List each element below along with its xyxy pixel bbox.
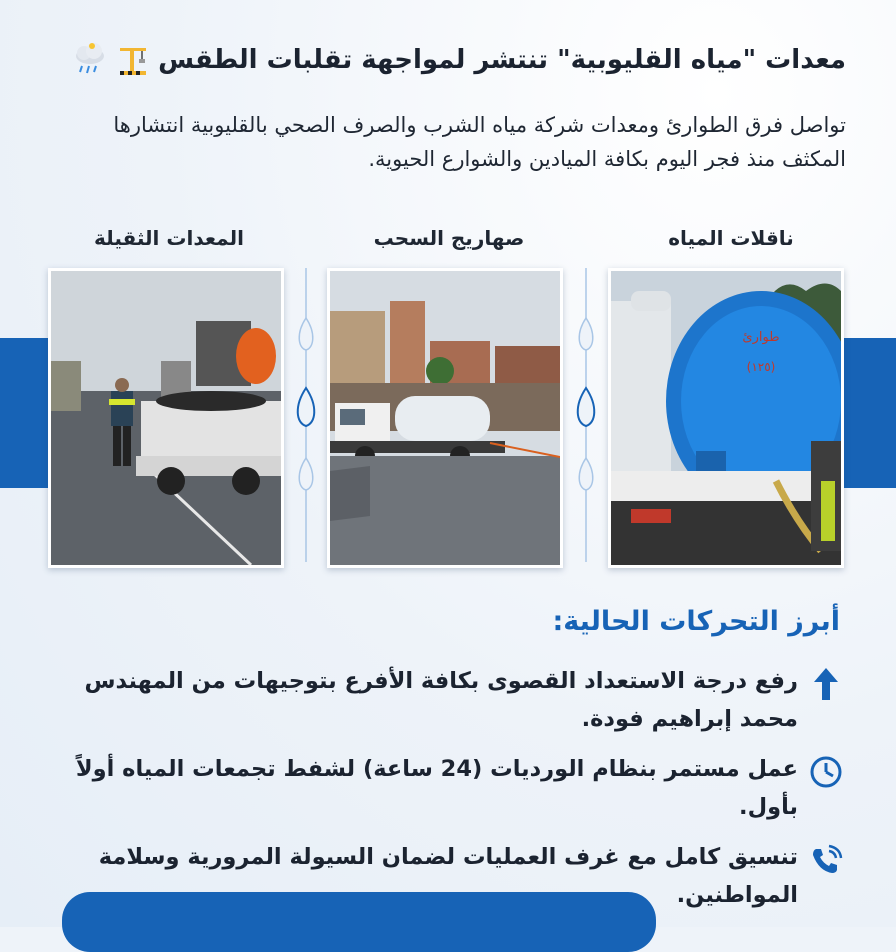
page-title: معدات "مياه القليوبية" تنتشر لمواجهة تقلبات الطقس — [158, 45, 846, 75]
action-item — [56, 750, 846, 826]
action-item — [56, 662, 846, 738]
label-heavy-equipment: المعدات الثقيلة — [94, 226, 244, 250]
header — [50, 36, 846, 84]
water-drop-divider — [286, 268, 326, 562]
heavy-equipment-photo — [48, 268, 284, 568]
clock-icon — [806, 752, 846, 792]
intro-paragraph: تواصل فرق الطوارئ ومعدات شركة مياه الشرب والصرف الصحي بالقليوبية انتشارها المكثف منذ فجر اليوم بكافة الميادين والشوارع الحيوية. — [113, 113, 846, 171]
suction-truck-photo — [327, 268, 563, 568]
accent-band-right — [844, 338, 896, 488]
phone-call-icon — [806, 840, 846, 880]
actions-title: أبرز التحركات الحالية: — [552, 606, 840, 637]
tank-number: (١٢٥) — [746, 360, 776, 374]
action-text: رفع درجة الاستعداد القصوى بكافة الأفرع بتوجيهات من المهندس محمد إبراهيم فودة. — [84, 668, 798, 732]
rain-cloud-icon — [72, 42, 108, 78]
label-suction-trucks: صهاريج السحب — [373, 226, 525, 250]
arrow-up-icon — [806, 664, 846, 704]
label-water-tankers: ناقلات المياه — [668, 226, 794, 250]
action-text: تنسيق كامل مع غرف العمليات لضمان السيولة المرورية وسلامة المواطنين. — [98, 844, 798, 908]
accent-band-left — [0, 338, 52, 488]
water-tanker-photo — [608, 268, 844, 568]
action-text: عمل مستمر بنظام الورديات (24 ساعة) لشفط تجمعات المياه أولاً بأول. — [75, 756, 798, 820]
water-drop-divider — [566, 268, 606, 562]
crane-icon — [116, 43, 150, 77]
bottom-bar — [62, 892, 656, 952]
tank-label: طوارئ — [742, 330, 780, 345]
